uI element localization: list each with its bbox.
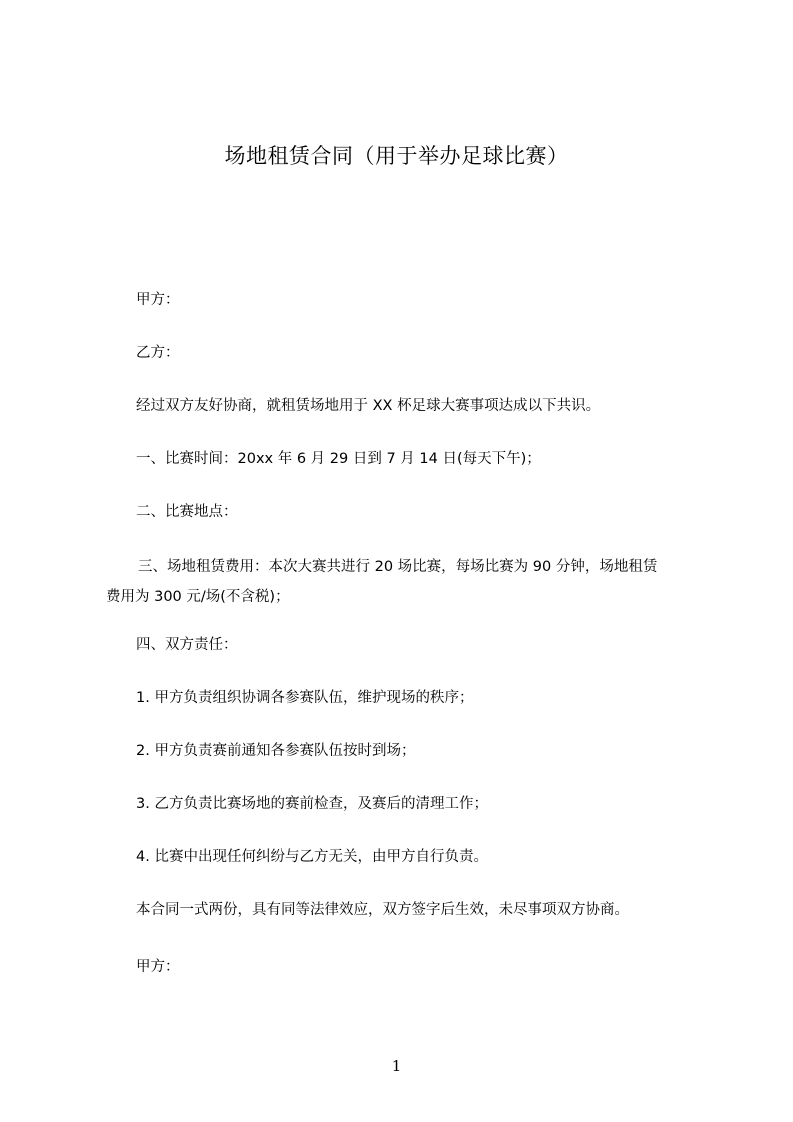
page-number: 1 [391,1057,402,1075]
clause-rental-fee-line-2: 费用为 300 元/场(不含税)； [106,589,290,605]
clause-responsibilities: 四、双方责任： [136,637,238,653]
clause-rental-fee [106,552,698,612]
clause-rental-fee-line-1: 三、场地租赁费用：本次大赛共进行 20 场比赛，每场比赛为 90 分钟，场地租赁 [138,559,658,575]
duty-item: 1. 甲方负责组织协调各参赛队伍，维护现场的秩序； [136,690,474,706]
clause-match-location: 二、比赛地点： [136,504,238,520]
signature-label: 甲方： [136,959,180,975]
intro-paragraph: 经过双方友好协商，就租赁场地用于 XX 杯足球大赛事项达成以下共识。 [136,398,601,414]
duty-item: 4. 比赛中出现任何纠纷与乙方无关，由甲方自行负责。 [136,849,488,865]
clause-match-time: 一、比赛时间：20xx 年 6 月 29 日到 7 月 14 日(每天下午)； [136,451,541,467]
document-title: 场地租赁合同（用于举办足球比赛） [224,144,569,168]
duty-item: 2. 甲方负责赛前通知各参赛队伍按时到场； [136,743,416,759]
closing-paragraph: 本合同一式两份，具有同等法律效应，双方签字后生效，未尽事项双方协商。 [136,902,629,918]
party-a-label: 甲方： [136,292,180,308]
party-b-label: 乙方： [136,345,180,361]
duty-item: 3. 乙方负责比赛场地的赛前检查，及赛后的清理工作； [136,796,488,812]
